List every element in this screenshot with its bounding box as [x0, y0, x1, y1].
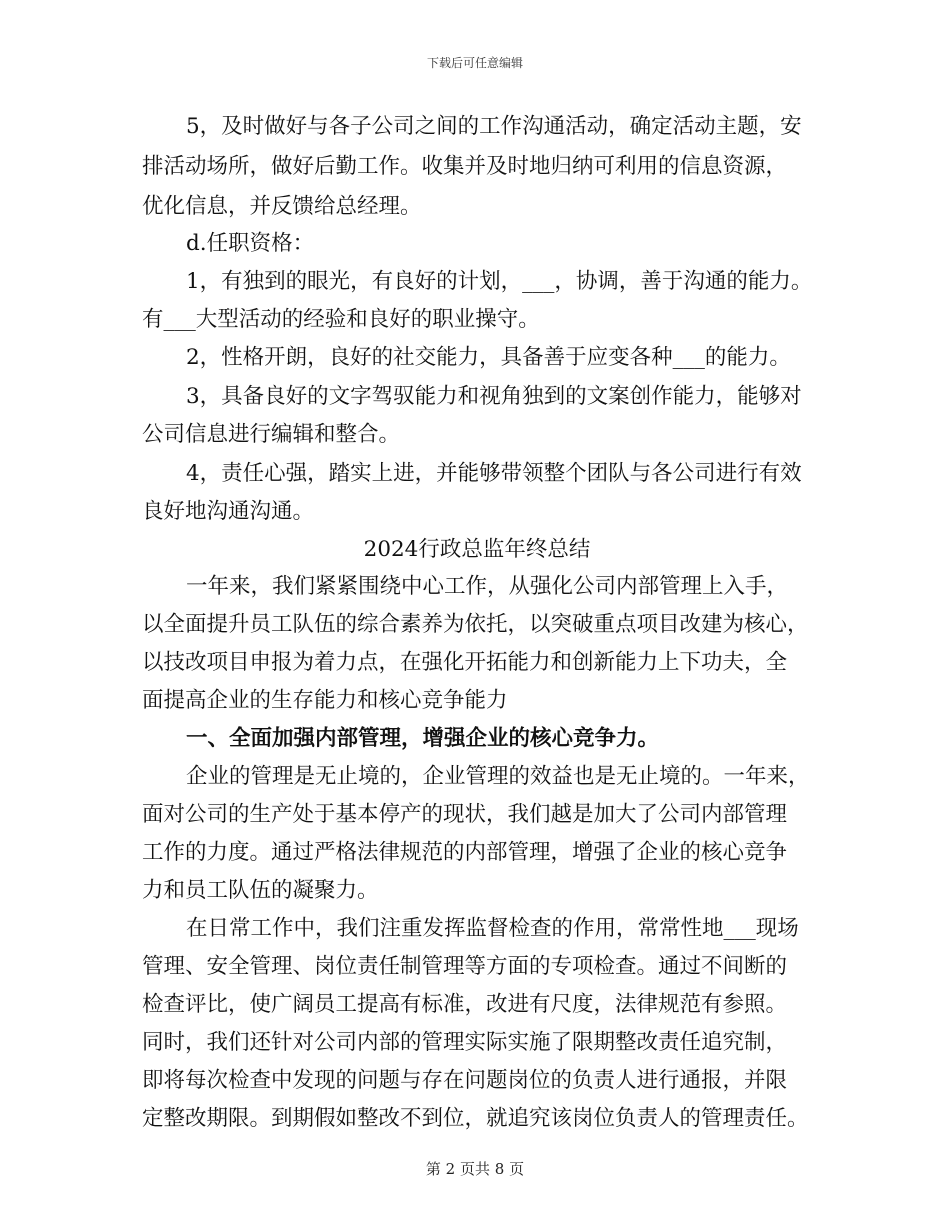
paragraph-line: 一年来，我们紧紧围绕中心工作，从强化公司内部管理上入手， [186, 574, 789, 599]
paragraph-line: 管理、安全管理、岗位责任制管理等方面的专项检查。通过不间断的 [142, 954, 788, 979]
document-title: 2024行政总监年终总结 [363, 537, 591, 562]
paragraph-line: 良好地沟通沟通。 [142, 499, 315, 524]
paragraph-line: 4，责任心强，踏实上进，并能够带领整个团队与各公司进行有效 [186, 461, 802, 486]
paragraph-line: 力和员工队伍的凝聚力。 [142, 878, 379, 903]
paragraph-line: 3，具备良好的文字驾驭能力和视角独到的文案创作能力，能够对 [186, 384, 802, 409]
paragraph-line: 企业的管理是无止境的，企业管理的效益也是无止境的。一年来， [186, 764, 810, 789]
paragraph-line: 面对公司的生产处于基本停产的现状，我们越是加大了公司内部管理 [142, 802, 788, 827]
paragraph-line: 公司信息进行编辑和整合。 [142, 422, 401, 447]
section-label: d.任职资格： [186, 231, 315, 256]
paragraph-line: 工作的力度。通过严格法律规范的内部管理，增强了企业的核心竞争 [142, 840, 788, 865]
paragraph-line: 1，有独到的眼光，有良好的计划，___，协调，善于沟通的能力。 [186, 269, 813, 294]
paragraph-line: 2，性格开朗，良好的社交能力，具备善于应变各种___的能力。 [186, 345, 791, 370]
paragraph-line: 检查评比，使广阔员工提高有标准，改进有尺度，法律规范有参照。 [142, 992, 788, 1017]
paragraph-line: 优化信息，并反馈给总经理。 [142, 194, 422, 219]
paragraph-line: 以全面提升员工队伍的综合素养为依托，以突破重点项目改建为核心， [142, 612, 809, 637]
paragraph-line: 5，及时做好与各子公司之间的工作沟通活动，确定活动主题，安 [186, 114, 802, 139]
paragraph-line: 有___大型活动的经验和良好的职业操守。 [142, 307, 540, 332]
paragraph-line: 以技改项目申报为着力点，在强化开拓能力和创新能力上下功夫，全 [142, 650, 788, 675]
paragraph-line: 即将每次检查中发现的问题与存在问题岗位的负责人进行通报，并限 [142, 1068, 788, 1093]
section-heading: 一、全面加强内部管理，增强企业的核心竞争力。 [186, 726, 660, 751]
page-footer: 第 2 页共 8 页 [425, 1160, 525, 1178]
paragraph-line: 定整改期限。到期假如整改不到位，就追究该岗位负责人的管理责任。 [142, 1106, 809, 1131]
paragraph-line: 同时，我们还针对公司内部的管理实际实施了限期整改责任追究制， [142, 1030, 788, 1055]
paragraph-line: 面提高企业的生存能力和核心竞争能力 [142, 688, 508, 713]
paragraph-line: 排活动场所，做好后勤工作。收集并及时地归纳可利用的信息资源， [142, 154, 788, 179]
page-header: 下载后可任意编辑 [426, 56, 523, 70]
paragraph-line: 在日常工作中，我们注重发挥监督检查的作用，常常性地___现场 [186, 916, 799, 941]
